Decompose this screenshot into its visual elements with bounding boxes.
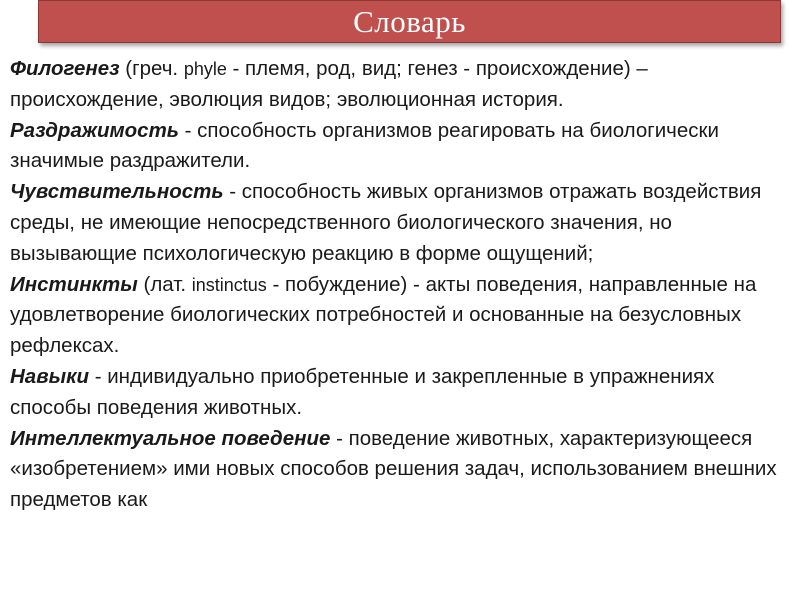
entry-term: Интеллектуальное поведение — [10, 426, 331, 450]
glossary-entry — [10, 270, 795, 362]
entry-origin-word: phyle — [183, 59, 227, 79]
entry-term: Филогенез — [10, 57, 120, 80]
glossary-entry — [10, 54, 795, 116]
glossary-text — [10, 54, 795, 516]
entry-definition: (греч. — [119, 57, 184, 80]
glossary-entry — [10, 177, 795, 269]
entry-origin-word: instinctus — [191, 274, 267, 295]
glossary-entry — [10, 362, 795, 424]
entry-term: Раздражимость — [10, 118, 179, 142]
entry-definition-rest: - племя, род, вид; генез - происхождение) – происхождение, эволюция видов; эволюционная история. — [10, 57, 648, 111]
entry-term: Чувствительность — [10, 180, 224, 204]
entry-definition: - способность организмов реагировать на биологически значимые раздражители. — [10, 118, 719, 173]
slide-title: Словарь — [353, 4, 466, 39]
entry-definition: (лат. — [137, 272, 192, 296]
glossary-entry — [10, 424, 795, 516]
title-banner — [38, 0, 781, 43]
glossary-entry — [10, 116, 795, 178]
entry-definition: - индивидуально приобретенные и закрепленные в упражнениях способы поведения животных. — [10, 364, 715, 419]
entry-definition: - способность живых организмов отражать воздействия среды, не имеющие непосредственного биологического значения, но вызывающие психологическую реакцию в форме ощущений; — [10, 180, 762, 265]
entry-term: Инстинкты — [10, 272, 138, 296]
entry-definition-rest: - побуждение) - акты поведения, направленные на удовлетворение биологических потребностей и основанные на безусловных рефлексах. — [10, 272, 757, 358]
entry-definition: - поведение животных, характеризующееся «изобретением» ими новых способов решения задач, использованием внешних предметов как — [10, 426, 777, 512]
entry-term: Навыки — [10, 364, 90, 388]
